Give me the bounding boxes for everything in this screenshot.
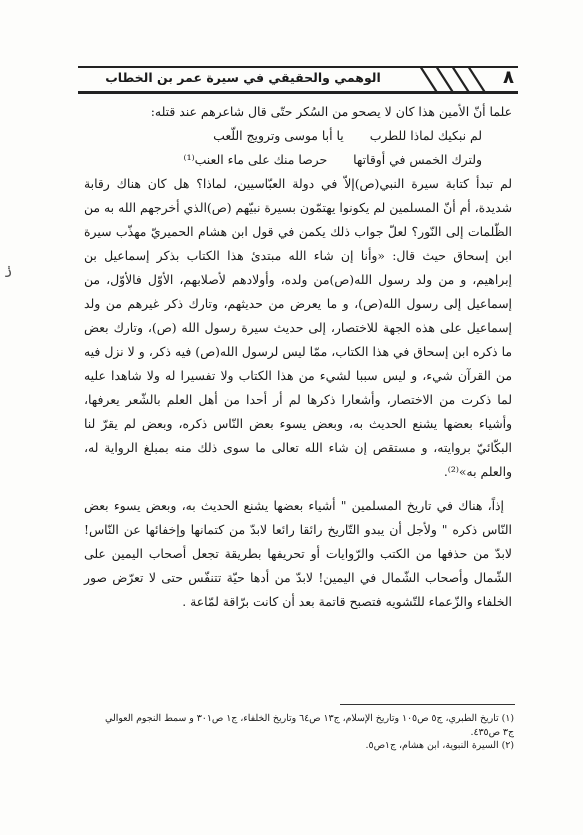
footnote-1-continuation: ج٣ ص٤٣٥.: [470, 726, 514, 738]
paragraph-conclusion: إذاً، هناك في تاريخ المسلمين " أشياء بعضها يشنع الحديث به، وبعض يسوء بعض النّاس ذكره " ولأجل أن يبدو التّاريخ رائقا رائعا لابدّ من كتمانها وإخفائها عن النّاس! لابدّ من حذفها من الكتب والرّوايات أو تحريفها بطريقة تجعل أصحاب اليمين على الشّمال وأصحاب الشّمال في اليمين! لابدّ من أدها حيّة تتنفّس حتى لا تعرّض صور الخلفاء والزّعماء للتّشويه فتصبح قاتمة بعد أن كانت برّاقة لمّاعة .: [84, 498, 512, 609]
verse-2-first-hemistich: ولترك الخمس في أوقاتها: [353, 152, 482, 167]
margin-mark: ݫ: [4, 262, 13, 278]
header-bottom-rule: [78, 91, 518, 94]
poem-verse-2: [84, 148, 512, 172]
footnote-separator: [340, 704, 515, 705]
poem-verse-1: [84, 124, 512, 148]
body-text: [84, 100, 512, 614]
intro-line: علما أنّ الأمين هذا كان لا يصحو من السُكر حتّى قال شاعرهم عند قتله:: [150, 104, 512, 119]
verse-1-second-hemistich: يا أبا موسى وترويج اللّعب: [213, 128, 344, 143]
header-slash-ornament: [416, 66, 486, 94]
running-title: الوهمي والحقيقي في سيرة عمر بن الخطاب: [105, 70, 381, 85]
paragraph-sira: لم تبدأ كتابة سيرة النبي(ص)إلاّ في دولة العبّاسيين، لماذا؟ هل كان هناك رقابة شديدة، أم أنّ المسلمين لم يكونوا يهتمّون بسيرة نبيّهم (ص)الذي أخرجهم الله به من الظّلمات إلى النّور؟ لعلّ جواب ذلك يكمن في قول ابن هشام الحميريّ مهذّب سيرة ابن إسحاق حيث قال: «وأنا إن شاء الله مبتدئ هذا الكتاب بذكر إسماعيل بن إبراهيم، و من ولد رسول الله(ص)من ولده، وأولادهم لأصلابهم، الأوّل فالأوّل، من إسماعيل إلى رسول الله(ص)، و ما يعرض من حديثهم، وتارك ذكر غيرهم من ولد إسماعيل على هذه الجهة للاختصار، إلى حديث سيرة رسول الله (ص)، وتارك بعض ما ذكره ابن إسحاق في هذا الكتاب، ممّا ليس لرسول الله(ص) فيه ذكر، و لا نزل فيه من القرآن شيء، و ليس سببا لشيء من هذا الكتاب ولا تفسيرا له ولا شاهدا عليه لما ذكرت من الاختصار، وأشعارا ذكرها لم أر أحدا من أهل العلم بالشّعر يعرفها، وأشياء بعضها يشنع الحديث به، وبعض يسوء بعض النّاس ذكره، وبعض لم يقرّ لنا البكّائيّ بروايته، و مستقص إن شاء الله تعالى ما سوى ذلك منه بمبلغ الرواية له، والعلم به»⁽²⁾.: [84, 176, 512, 479]
page-header: [78, 66, 518, 94]
footnote-1: (١) تاريخ الطبري، ج٥ ص١٠٥ وتاريخ الإسلام، ج١٣ ص٦٤ وتاريخ الخلفاء، ج١ ص٣٠١ و سمط النجوم العوالي: [105, 713, 514, 724]
footnotes: [84, 712, 514, 753]
page-number: ٨: [503, 67, 514, 88]
footnote-2: (٢) السيرة النبوية، ابن هشام، ج١ص٥.: [365, 740, 514, 751]
verse-2-second-hemistich: حرصا منك على ماء العنب⁽¹⁾: [183, 152, 328, 167]
verse-1-first-hemistich: لم نبكيك لماذا للطرب: [369, 128, 482, 143]
